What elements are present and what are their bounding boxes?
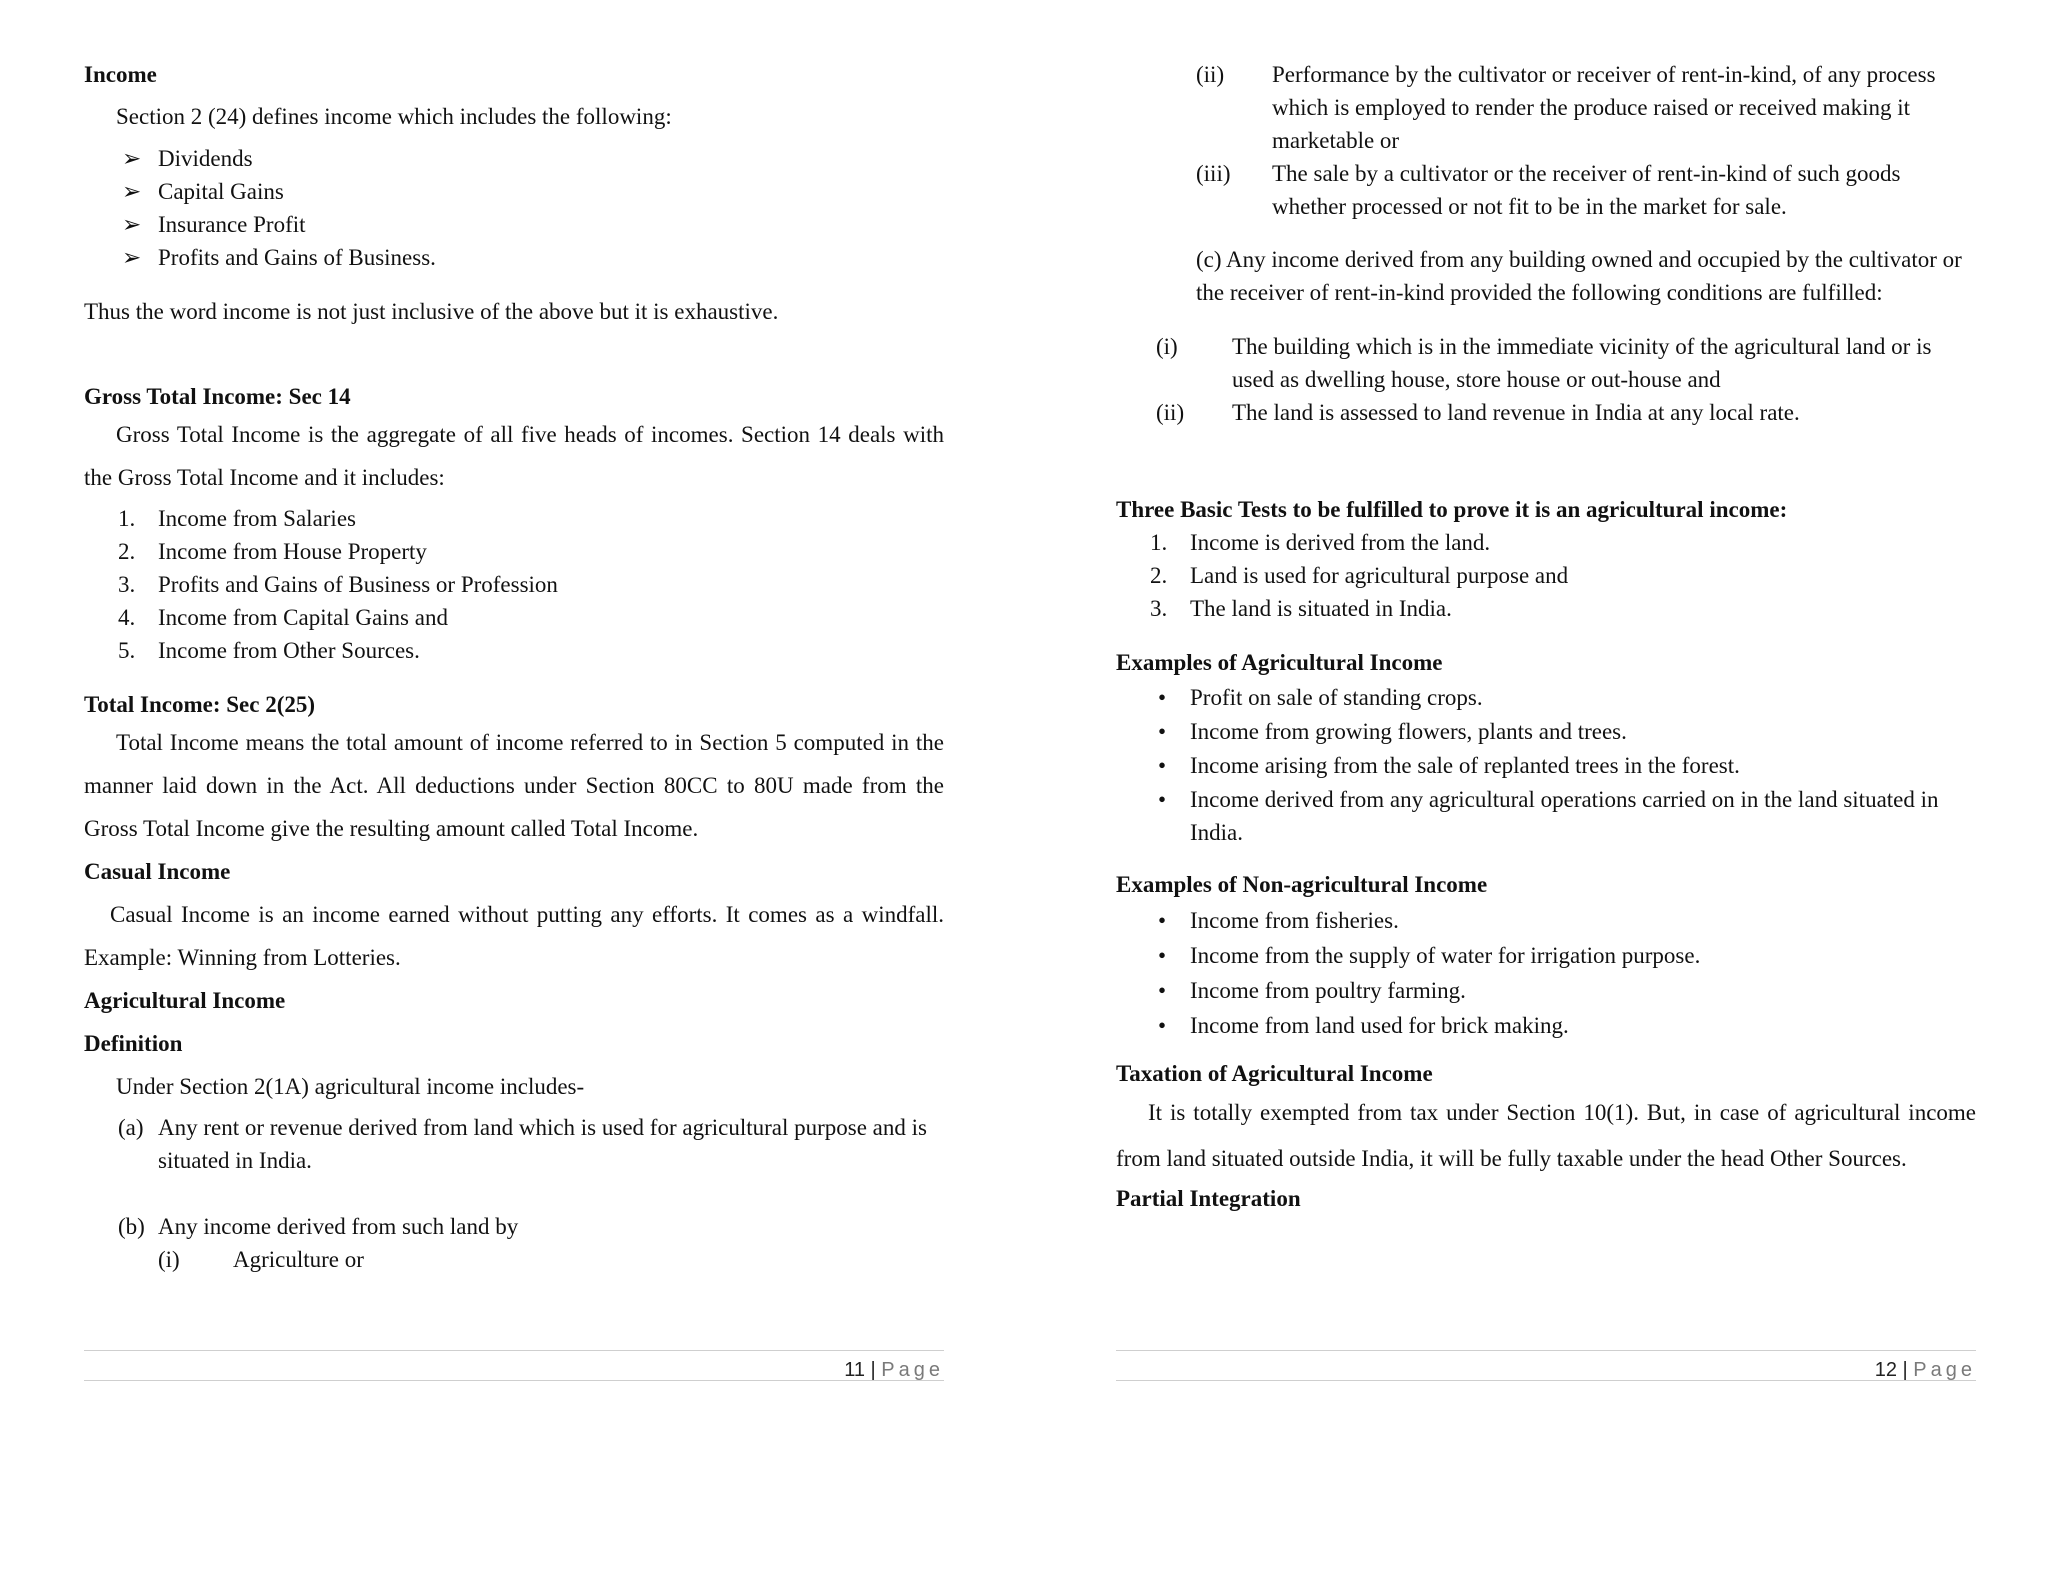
list-item: ➢ Insurance Profit [84,208,944,241]
footer-divider [84,1380,944,1381]
income-intro: Section 2 (24) defines income which includes the following: [116,104,672,129]
income-note: Thus the word income is not just inclusive of the above but it is exhaustive. [84,299,779,324]
clause-c: (c) Any income derived from any building owned and occupied by the cultivator or the receiver of rent-in-kind provided the following conditions are fulfilled: [1196,247,1962,305]
taxation-heading: Taxation of Agricultural Income [1116,1061,1433,1086]
list-item: 2. Income from House Property [118,539,427,564]
list-item: 5. Income from Other Sources. [118,638,420,663]
nonagri-list [1116,903,1976,1043]
gti-text: Gross Total Income is the aggregate of all five heads of incomes. Section 14 deals with the Gross Total Income and it includes: [84,422,944,490]
list-item: • Income derived from any agricultural operations carried on in the land situated in India. [1116,783,1976,849]
agri-heading: Agricultural Income [84,988,286,1013]
list-item: • Income from growing flowers, plants and trees. [1116,715,1976,749]
partial-heading: Partial Integration [1116,1186,1301,1211]
arrow-bullet-icon: ➢ [122,146,142,171]
definition-item-b-i: (i) Agriculture or [158,1247,364,1272]
ti-text: Total Income means the total amount of income referred to in Section 5 computed in the manner laid down in the Act. All deductions under Section 80CC to 80U made from the Gross Total Income give the resulting amount called Total Income. [84,730,944,841]
examples-list [1116,681,1976,849]
page-footer: 11 | Page [844,1359,944,1381]
footer-divider [84,1350,944,1351]
footer-divider [1116,1380,1976,1381]
clause-b-ii: (ii) Performance by the cultivator or receiver of rent-in-kind, of any process which is employed to render the produce raised or received making it marketable or [1196,62,1936,153]
clause-c-i: (i) The building which is in the immediate vicinity of the agricultural land or is used as dwelling house, store house or out-house and [1156,334,1932,392]
list-item: ➢ Dividends [84,142,944,175]
nonagri-heading: Examples of Non-agricultural Income [1116,872,1488,897]
bullet-icon: • [1158,787,1167,812]
arrow-bullet-icon: ➢ [122,179,142,204]
bullet-icon: • [1158,908,1167,933]
tests-heading: Three Basic Tests to be fulfilled to prove it is an agricultural income: [1116,497,1788,522]
list-item: ➢ Capital Gains [84,175,944,208]
list-item: • Income arising from the sale of replanted trees in the forest. [1116,749,1976,783]
list-item: • Income from the supply of water for irrigation purpose. [1116,938,1976,973]
right-page [1116,58,1976,1381]
bullet-icon: • [1158,1013,1167,1038]
page-footer: 12 | Page [1874,1359,1976,1381]
footer-divider [1116,1350,1976,1351]
list-item: 2. Land is used for agricultural purpose and [1150,563,1569,588]
taxation-text: It is totally exempted from tax under Section 10(1). But, in case of agricultural income from land situated outside India, it will be fully taxable under the head Other Sources. [1116,1100,1976,1171]
bullet-icon: • [1158,943,1167,968]
list-item: • Profit on sale of standing crops. [1116,681,1976,715]
ti-heading: Total Income: Sec 2(25) [84,692,316,717]
list-item: 1. Income is derived from the land. [1150,530,1491,555]
bullet-icon: • [1158,753,1167,778]
list-item: 1. Income from Salaries [118,506,356,531]
bullet-icon: • [1158,719,1167,744]
definition-item-b: (b) Any income derived from such land by [118,1214,519,1239]
income-list [84,142,944,274]
list-item: • Income from fisheries. [1116,903,1976,938]
list-item: 4. Income from Capital Gains and [118,605,448,630]
list-item: • Income from land used for brick making. [1116,1008,1976,1043]
clause-b-iii: (iii) The sale by a cultivator or the receiver of rent-in-kind of such goods whether processed or not fit to be in the market for sale. [1196,161,1901,219]
definition-heading: Definition [84,1031,183,1056]
arrow-bullet-icon: ➢ [122,212,142,237]
list-item: 3. The land is situated in India. [1150,596,1452,621]
definition-intro: Under Section 2(1A) agricultural income includes- [116,1074,585,1099]
income-heading: Income [84,62,157,87]
casual-heading: Casual Income [84,859,231,884]
page-number: 12 [1874,1359,1897,1381]
list-item: 3. Profits and Gains of Business or Profession [118,572,558,597]
casual-text: Casual Income is an income earned without putting any efforts. It comes as a windfall. Example: Winning from Lotteries. [84,902,944,970]
list-item: • Income from poultry farming. [1116,973,1976,1008]
bullet-icon: • [1158,685,1167,710]
definition-item-a: (a) Any rent or revenue derived from land which is used for agricultural purpose and is situated in India. [118,1115,927,1173]
page-number: 11 [844,1359,865,1381]
bullet-icon: • [1158,978,1167,1003]
gti-heading: Gross Total Income: Sec 14 [84,384,351,409]
clause-c-ii: (ii) The land is assessed to land revenue in India at any local rate. [1156,400,1800,425]
tests-list [1116,526,1976,625]
gti-list [84,502,944,667]
arrow-bullet-icon: ➢ [122,245,142,270]
left-page [84,58,944,1381]
examples-heading: Examples of Agricultural Income [1116,650,1443,675]
list-item: ➢ Profits and Gains of Business. [84,241,944,274]
